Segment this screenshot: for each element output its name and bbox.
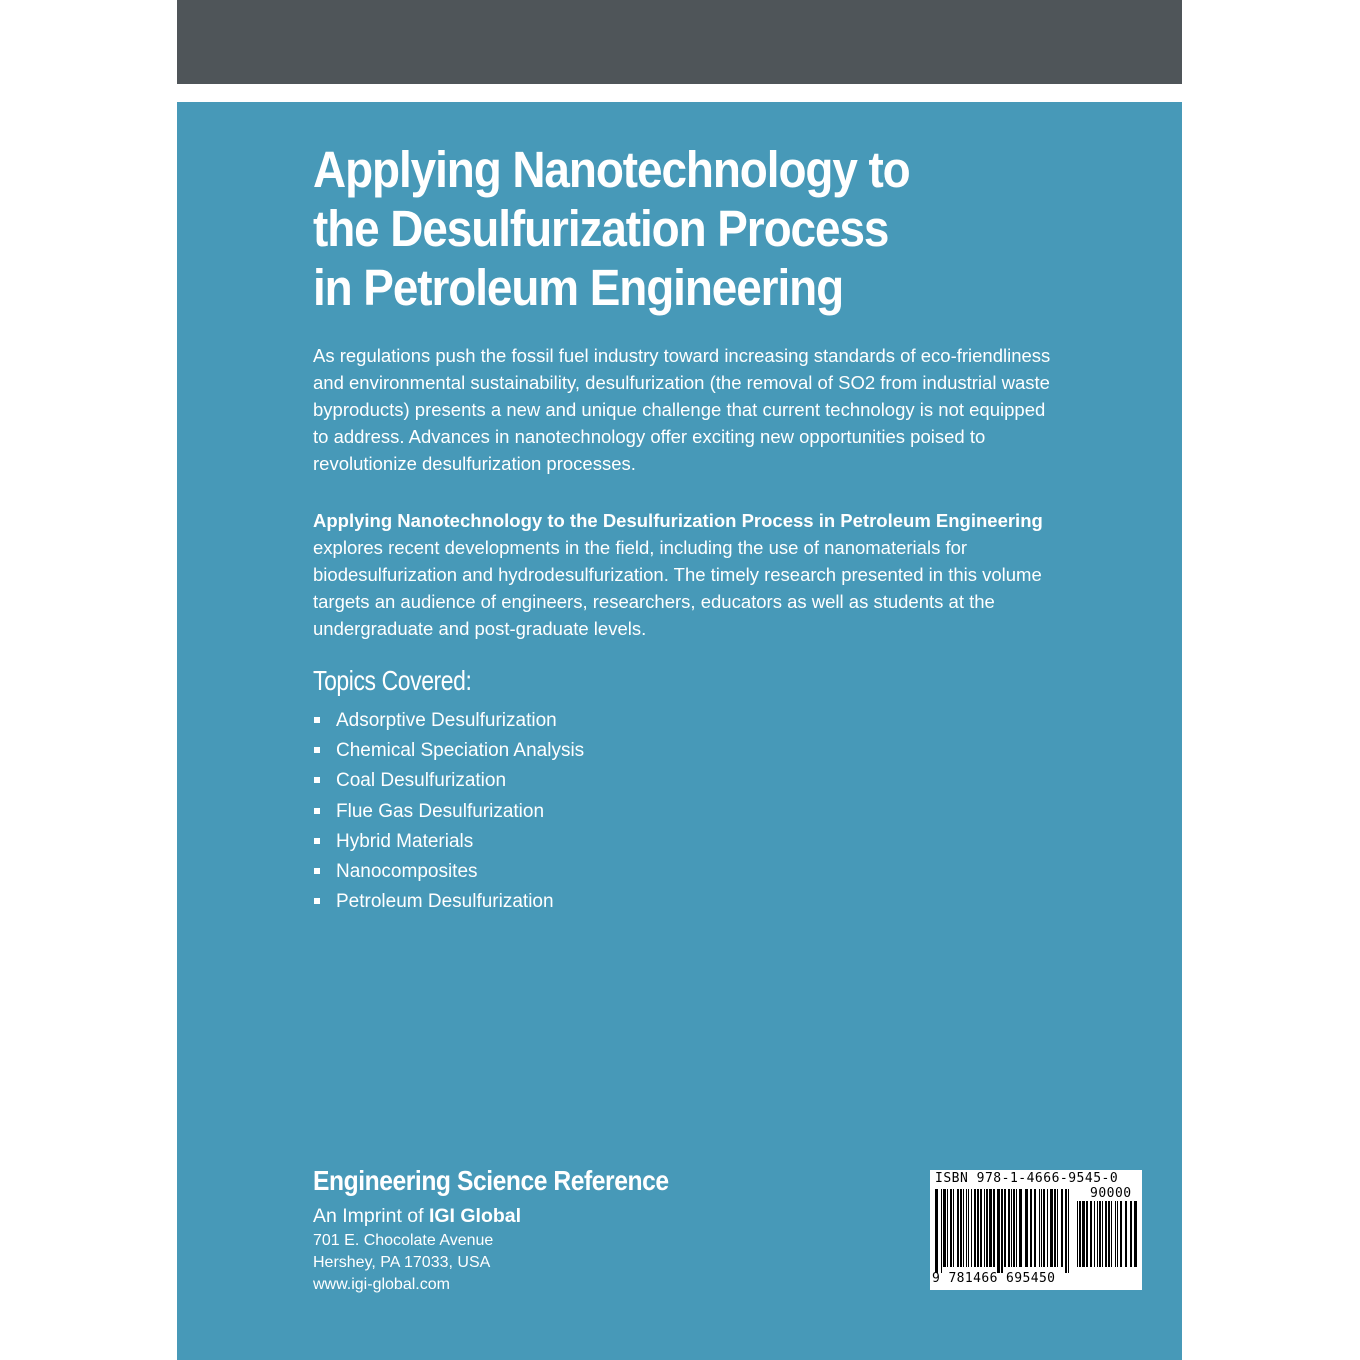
list-item <box>313 827 584 857</box>
list-item <box>313 766 584 796</box>
ean-number: 9 781466 695450 <box>932 1271 1056 1286</box>
square-bullet-icon <box>314 868 320 874</box>
list-item <box>313 736 584 766</box>
description-paragraph-1: As regulations push the fossil fuel industry toward increasing standards of eco-friendliness and environmental sustainability, desulfurization (the removal of SO2 from industrial waste byproducts) presents a new and unique challenge that current technology is not equipped to address. Advances in nanotechnology offer exciting new opportunities poised to revolutionize desulfurization processes. <box>313 345 1051 474</box>
topic-label: Hybrid Materials <box>336 830 474 852</box>
book-title-line-3: in Petroleum Engineering <box>313 259 844 316</box>
topics-list <box>313 706 584 917</box>
square-bullet-icon <box>314 717 320 723</box>
topic-label: Nanocomposites <box>336 861 478 883</box>
topic-label: Coal Desulfurization <box>336 770 507 792</box>
topic-label: Petroleum Desulfurization <box>336 891 554 913</box>
topic-label: Chemical Speciation Analysis <box>336 740 585 762</box>
top-band <box>177 0 1182 84</box>
address-line-2: Hershey, PA 17033, USA <box>313 1254 491 1271</box>
book-title-line-1: Applying Nanotechnology to <box>313 141 910 198</box>
imprint-prefix: An Imprint of <box>313 1205 429 1227</box>
publisher-website: www.igi-global.com <box>313 1276 450 1293</box>
list-item <box>313 887 584 917</box>
square-bullet-icon <box>314 808 320 814</box>
topics-heading: Topics Covered: <box>313 665 472 696</box>
list-item <box>313 857 584 887</box>
square-bullet-icon <box>314 838 320 844</box>
barcode-addon-number: 90000 <box>1090 1186 1132 1201</box>
publisher-name: Engineering Science Reference <box>313 1165 669 1196</box>
list-item <box>313 706 584 736</box>
isbn-label: ISBN 978-1-4666-9545-0 <box>935 1171 1119 1186</box>
book-title <box>313 140 961 317</box>
imprint-name: IGI Global <box>428 1205 522 1227</box>
imprint-line <box>313 1204 521 1228</box>
book-title-line-2: the Desulfurization Process <box>313 200 889 257</box>
square-bullet-icon <box>314 898 320 904</box>
topic-label: Adsorptive Desulfurization <box>336 710 557 731</box>
back-cover <box>177 102 1182 1360</box>
list-item <box>313 797 584 827</box>
description-paragraph-2 <box>313 507 1053 642</box>
barcode-addon-bars-icon <box>1077 1201 1137 1273</box>
topic-label: Flue Gas Desulfurization <box>336 800 545 822</box>
square-bullet-icon <box>314 777 320 783</box>
isbn-barcode <box>930 1170 1142 1290</box>
description-book-title: Applying Nanotechnology to the Desulfurization Process in Petroleum Engineering <box>313 510 1043 531</box>
address-line-1: 701 E. Chocolate Avenue <box>313 1232 494 1249</box>
barcode-bars-icon <box>935 1189 1071 1273</box>
square-bullet-icon <box>314 747 320 753</box>
description-paragraph-2-text: explores recent developments in the field, including the use of nanomaterials for biodesulfurization and hydrodesulfurization. The timely research presented in this volume targets an audience of engineers, researchers, educators as well as students at the undergraduate and post-graduate levels. <box>313 537 1042 639</box>
